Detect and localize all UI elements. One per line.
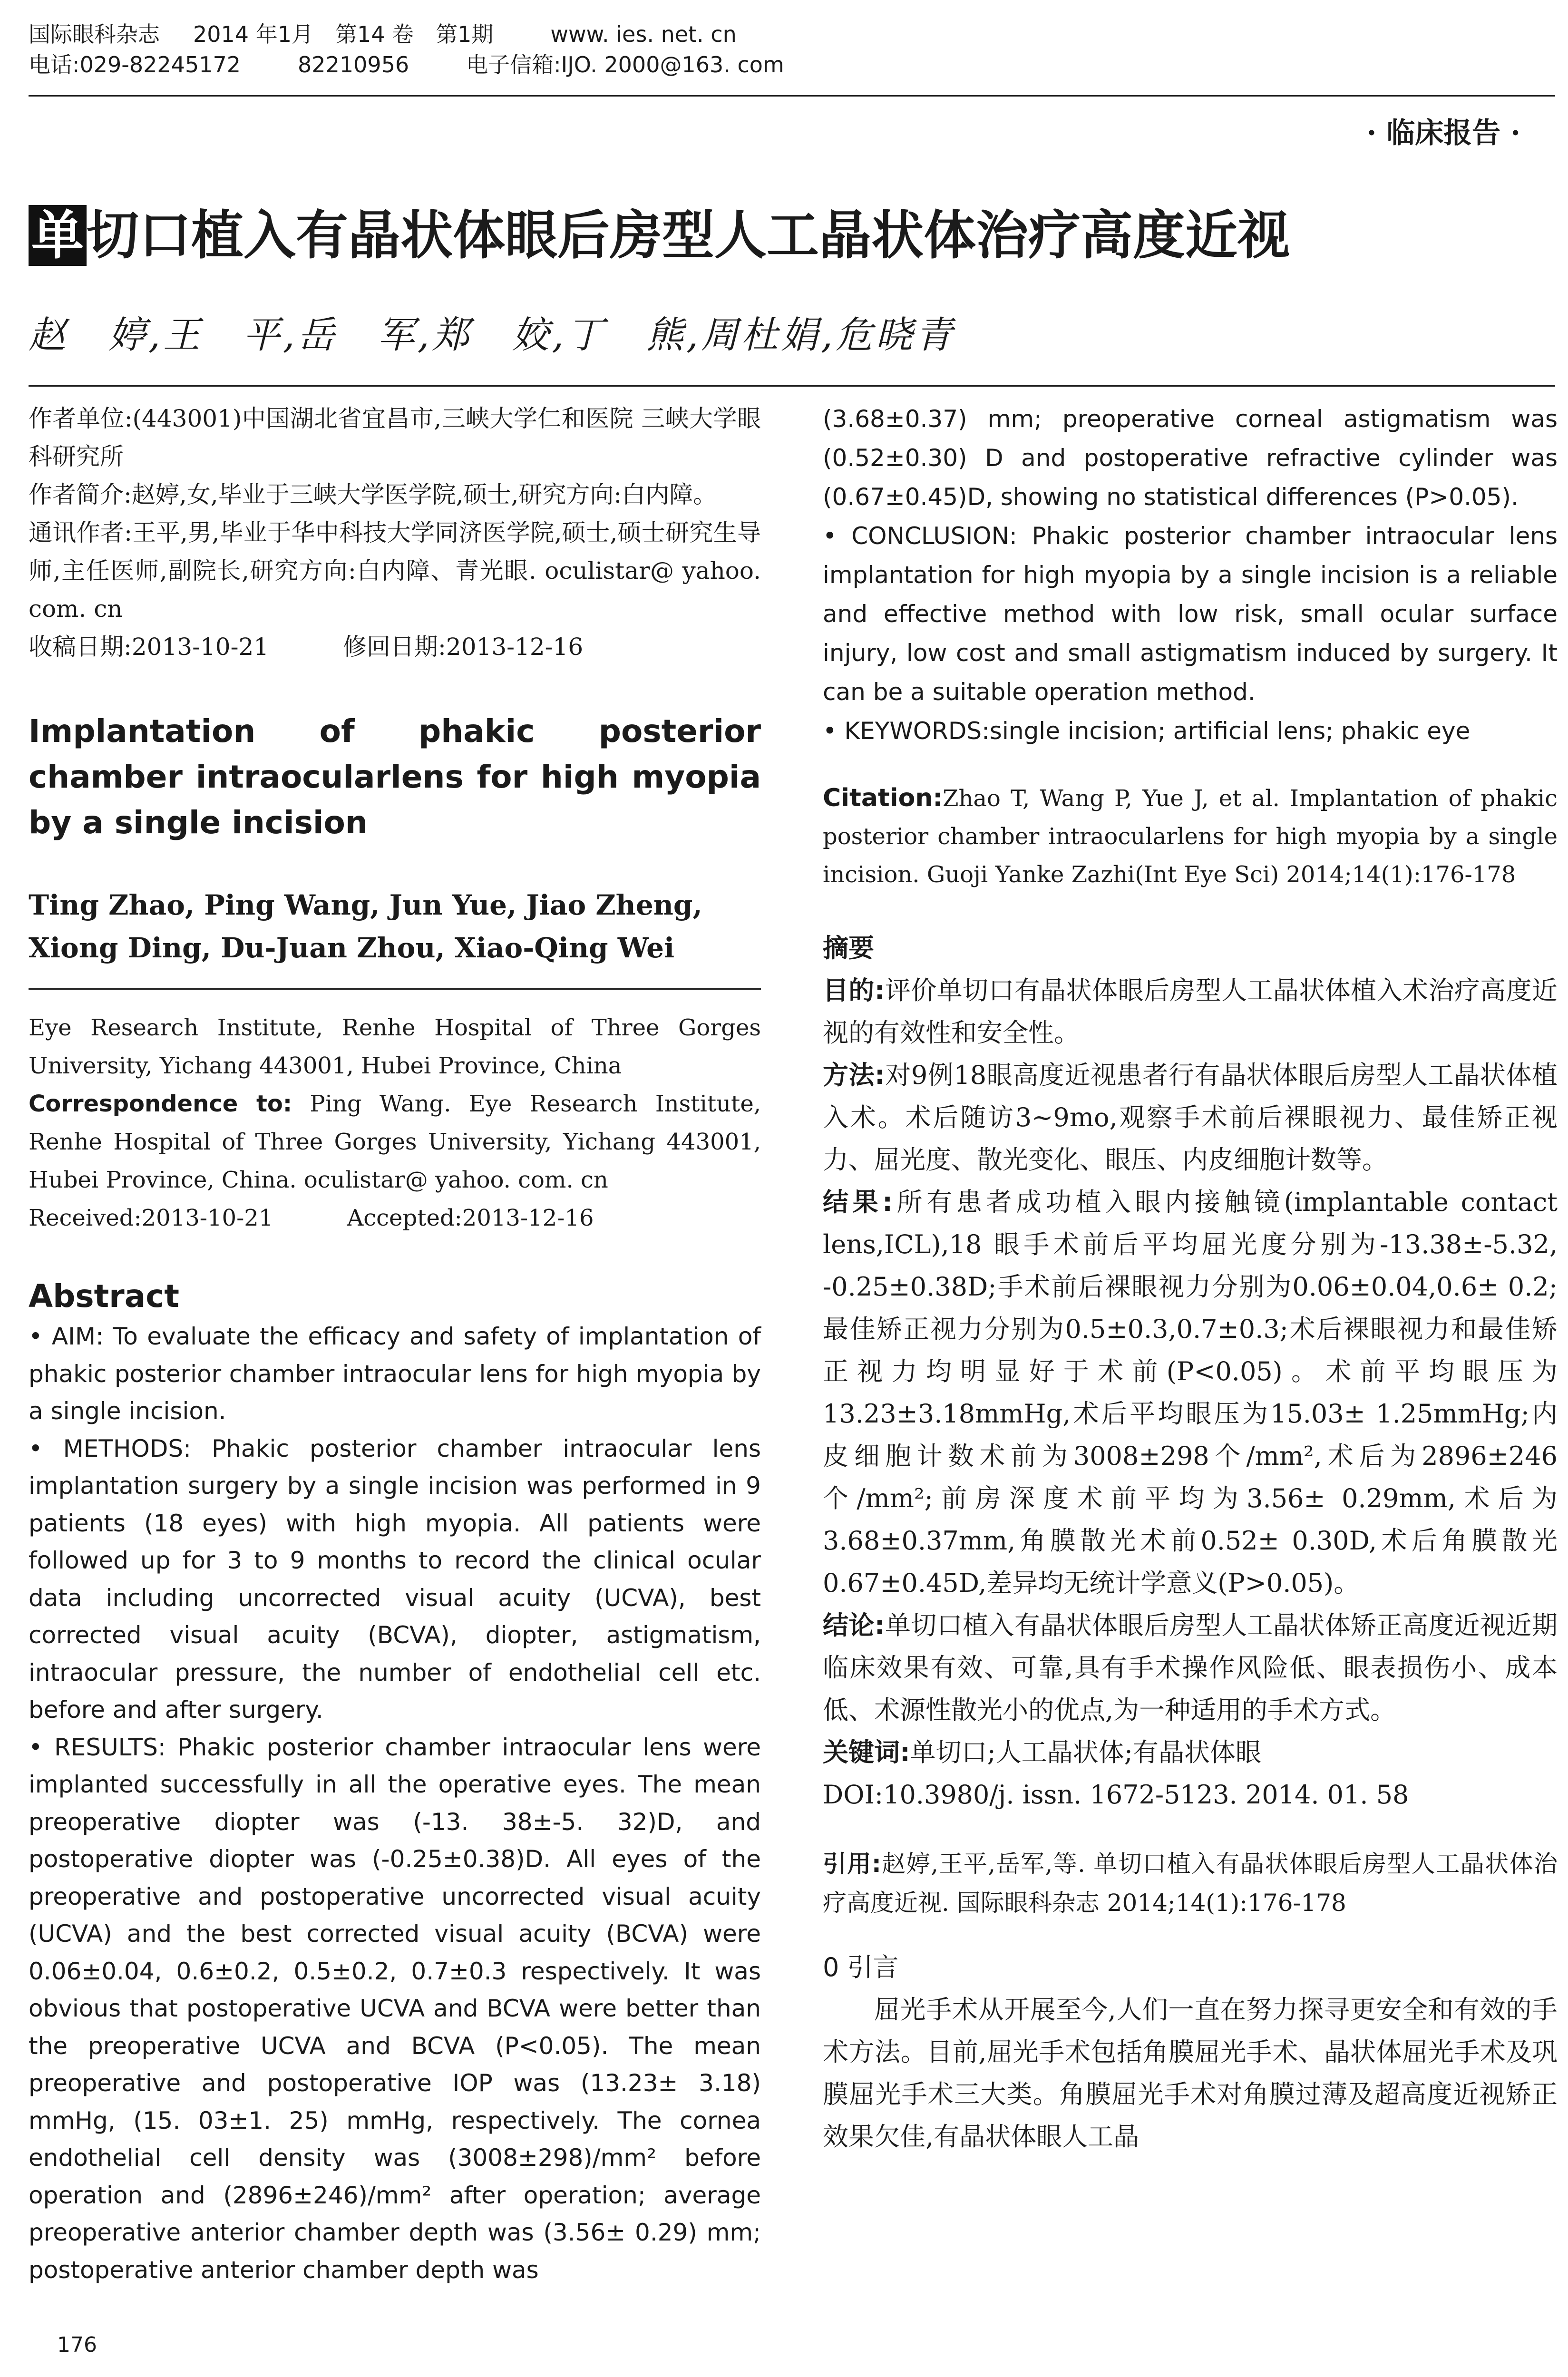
page-number: 176 — [57, 2333, 97, 2357]
dates-zh — [29, 628, 761, 666]
abstract-results: • RESULTS: Phakic posterior chamber intraocular lens were implanted successfully in all the operative eyes. The mean preoperative diopter was (-13. 38±-5. 32)D, and postoperative diopter was (-0.25±0.38)D. All eyes of the preoperative and postoperative uncorrected visual acuity (UCVA) and the best corrected visual acuity (BCVA) were 0.06±0.04, 0.6±0.2, 0.5±0.2, 0.7±0.3 respectively. It was obvious that postoperative UCVA and BCVA were better than the preoperative UCVA and BCVA (P<0.05). The mean preoperative and postoperative IOP was (13.23± 3.18) mmHg, (15. 03±1. 25) mmHg, respectively. The cornea endothelial cell density was (3008±298)/mm² before operation and (2896±246)/mm² after operation; average preoperative anterior chamber depth was (3.56± 0.29) mm; postoperative anterior chamber depth was — [29, 1729, 761, 2289]
journal-header — [29, 19, 980, 80]
abstract-results-cont: (3.68±0.37) mm; preoperative corneal astigmatism was (0.52±0.30) D and postoperative refractive cylinder was (0.67±0.45)D, showing no statistical differences (P>0.05). — [823, 405, 1558, 511]
english-dates — [29, 1199, 761, 1237]
zh-aim-text: 评价单切口有晶状体眼后房型人工晶状体植入术治疗高度近视的有效性和安全性。 — [823, 975, 1558, 1048]
zh-aim — [823, 969, 1558, 1054]
abstract-body — [29, 1318, 761, 2289]
abstract-conclusion: • CONCLUSION: Phakic posterior chamber intraocular lens implantation for high myopia by a single incision is a reliable and effective method with low risk, small ocular surface injury, low cost and small astigmatism induced by surgery. It can be a suitable operation method. — [823, 516, 1558, 711]
zh-methods-text: 对9例18眼高度近视患者行有晶状体眼后房型人工晶状体植入术。术后随访3~9mo,观察手术前后裸眼视力、最佳矫正视力、屈光度、散光变化、眼压、内皮细胞计数等。 — [823, 1060, 1558, 1175]
abstract-methods: • METHODS: Phakic posterior chamber intraocular lens implantation surgery by a single incision was performed in 9 patients (18 eyes) with high myopia. All patients were followed up for 3 to 9 months to record the clinical ocular data including uncorrected visual acuity (UCVA), best corrected visual acuity (BCVA), diopter, astigmatism, intraocular pressure, the number of endothelial cell etc. before and after surgery. — [29, 1430, 761, 1729]
phone-number: 电话:029-82245172 — [29, 52, 241, 78]
authors-zh: 赵 婷,王 平,岳 军,郑 姣,丁 熊,周杜娟,危晓青 — [29, 314, 955, 357]
zh-citation — [823, 1844, 1558, 1922]
english-received: Received:2013-10-21 — [29, 1205, 273, 1231]
zh-keywords-text: 单切口;人工晶状体;有晶状体眼 — [910, 1737, 1261, 1767]
title-first-char: 单 — [29, 205, 87, 266]
doi[interactable]: DOI:10.3980/j. issn. 1672-5123. 2014. 01. 58 — [823, 1780, 1409, 1810]
english-title: Implantation of phakic posterior chamber intraocularlens for high myopia by a single incision — [29, 713, 761, 841]
article-title — [29, 200, 1290, 271]
introduction — [823, 1946, 1558, 2158]
zh-methods-label: 方法: — [823, 1060, 885, 1090]
zh-abstract-heading: 摘要 — [823, 933, 874, 963]
title-rule — [29, 385, 1555, 387]
zh-results-label: 结果: — [823, 1187, 893, 1217]
english-accepted: Accepted:2013-12-16 — [347, 1205, 594, 1231]
journal-name: 国际眼科杂志 — [29, 21, 160, 47]
header-line-2 — [29, 49, 980, 80]
revised-date: 修回日期:2013-12-16 — [343, 633, 584, 661]
zh-aim-label: 目的: — [823, 975, 885, 1005]
zh-conclusion-text: 单切口植入有晶状体眼后房型人工晶状体矫正高度近视近期临床效果有效、可靠,具有手术操作风险低、眼表损伤小、成本低、术源性散光小的优点,为一种适用的手术方式。 — [823, 1610, 1558, 1725]
header-line-1 — [29, 19, 980, 49]
english-affiliation-block — [29, 1009, 761, 1237]
affiliation: 作者单位:(443001)中国湖北省宜昌市,三峡大学仁和医院 三峡大学眼科研究所 — [29, 405, 761, 470]
zh-conclusion — [823, 1604, 1558, 1731]
intro-text: 屈光手术从开展至今,人们一直在努力探寻更安全和有效的手术方法。目前,屈光手术包括角膜屈光手术、晶状体屈光手术及巩膜屈光手术三大类。角膜屈光手术对角膜过薄及超高度近视矫正效果欠佳,有晶状体眼人工晶 — [823, 1995, 1558, 2152]
abstract-keywords: • KEYWORDS:single incision; artificial lens; phakic eye — [823, 711, 1558, 750]
phone-number-2: 82210956 — [298, 52, 409, 78]
correspondence-text: Ping Wang. Eye Research Institute, Renhe Hospital of Three Gorges University, Yichang 443001, Hubei Province, China. oculistar@ yahoo. com. cn — [29, 1091, 761, 1193]
left-column — [29, 399, 761, 2289]
english-authors: Ting Zhao, Ping Wang, Jun Yue, Jiao Zheng, Xiong Ding, Du-Juan Zhou, Xiao-Qing Wei — [29, 889, 702, 964]
abstract-continued — [823, 399, 1558, 750]
right-column — [823, 399, 1558, 2158]
section-label: · 临床报告 · — [1366, 117, 1520, 150]
issue-info: 2014 年1月 第14 卷 第1期 — [193, 21, 494, 47]
correspondence-label: Correspondence to: — [29, 1091, 292, 1117]
zh-citation-text: 赵婷,王平,岳军,等. 单切口植入有晶状体眼后房型人工晶状体治疗高度近视. 国际眼科杂志 2014;14(1):176-178 — [823, 1850, 1558, 1917]
zh-citation-label: 引用: — [823, 1850, 881, 1878]
authors-rule — [29, 988, 761, 990]
zh-citation-block — [823, 1844, 1558, 1922]
zh-conclusion-label: 结论: — [823, 1610, 885, 1640]
chinese-abstract — [823, 927, 1558, 1816]
zh-results — [823, 1181, 1558, 1604]
author-bio: 作者简介:赵婷,女,毕业于三峡大学医学院,硕士,研究方向:白内障。 — [29, 481, 717, 508]
citation-label: Citation: — [823, 784, 943, 812]
abstract-aim: • AIM: To evaluate the efficacy and safety of implantation of phakic posterior chamber intraocular lens for high myopia by a single incision. — [29, 1318, 761, 1430]
correspondence — [29, 1085, 761, 1199]
citation-text: Zhao T, Wang P, Yue J, et al. Implantation of phakic posterior chamber intraocularlens for high myopia by a single incision. Guoji Yanke Zazhi(Int Eye Sci) 2014;14(1):176-178 — [823, 785, 1558, 888]
citation-block — [823, 779, 1558, 894]
intro-heading: 0 引言 — [823, 1952, 899, 1982]
english-affiliation: Eye Research Institute, Renhe Hospital of Three Gorges University, Yichang 443001, Hubei Province, China — [29, 1014, 761, 1079]
email-address[interactable]: 电子信箱:IJO. 2000@163. com — [466, 52, 784, 78]
zh-keywords — [823, 1731, 1558, 1773]
received-date: 收稿日期:2013-10-21 — [29, 633, 269, 661]
correspondent: 通讯作者:王平,男,毕业于华中科技大学同济医学院,硕士,硕士研究生导师,主任医师,副院长,研究方向:白内障、青光眼. oculistar@ yahoo. com. cn — [29, 519, 761, 623]
journal-website[interactable]: www. ies. net. cn — [550, 21, 737, 47]
title-rest: 切口植入有晶状体眼后房型人工晶状体治疗高度近视 — [87, 205, 1290, 266]
affiliation-block — [29, 399, 761, 666]
zh-keywords-label: 关键词: — [823, 1737, 910, 1767]
zh-methods — [823, 1054, 1558, 1181]
citation — [823, 779, 1558, 894]
header-rule — [29, 95, 1555, 97]
zh-results-text: 所有患者成功植入眼内接触镜(implantable contact lens,ICL),18 眼手术前后平均屈光度分别为-13.38±-5.32, -0.25±0.38D;手术前后裸眼视力分别为0.06±0.04,0.6± 0.2;最佳矫正视力分别为0.5±0.3,0.7±0.3;术后裸眼视力和最佳矫正视力均明显好于术前(P<0.05)。术前平均眼压为13.23±3.18mmHg,术后平均眼压为15.03± 1.25mmHg;内皮细胞计数术前为3008±298个/mm²,术后为2896±246个/mm²;前房深度术前平均为3.56± 0.29mm,术后为3.68±0.37mm,角膜散光术前0.52± 0.30D,术后角膜散光0.67±0.45D,差异均无统计学意义(P>0.05)。 — [823, 1187, 1558, 1598]
abstract-heading: Abstract — [29, 1278, 179, 1315]
